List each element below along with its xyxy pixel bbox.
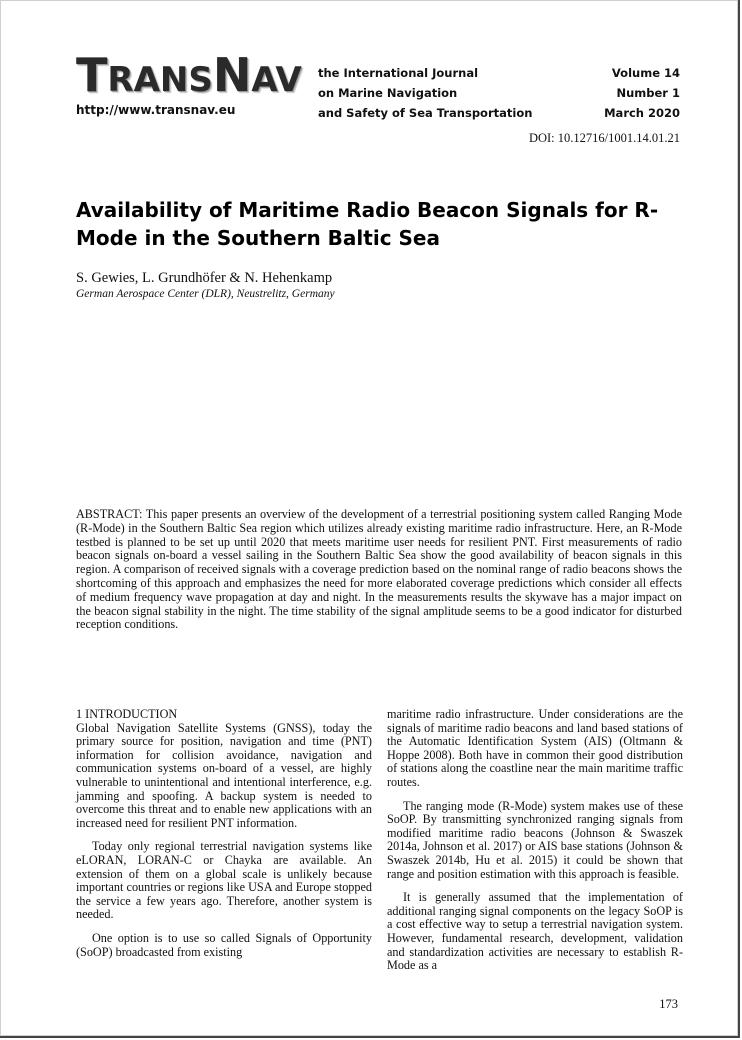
- transnav-logo: [76, 48, 302, 102]
- journal-url[interactable]: http://www.transnav.eu: [76, 103, 236, 117]
- paragraph: Today only regional terrestrial navigation systems like eLORAN, LORAN-C or Chayka are available. An extension of them on a global scale is unlikely because important countries or regions like USA and Europe stopped the service a few years ago. Therefore, another system is needed.: [76, 839, 372, 922]
- left-column: [76, 708, 372, 959]
- right-column: [387, 708, 683, 973]
- logo-letters-rans: RANS: [107, 60, 213, 100]
- issue-info: [604, 63, 680, 123]
- number-label: Number 1: [616, 86, 680, 100]
- paragraph: Global Navigation Satellite Systems (GNSS), today the primary source for position, navigation and time (PNT) information for collision avoidance, navigation and communication systems on-board of a vessel, are highly vulnerable to unintentional and intentional interference, e.g. jamming and spoofing. A backup system is needed to overcome this threat and to enable new applications with an increased need for resilient PNT information.: [76, 720, 372, 830]
- paragraph: One option is to use so called Signals of Opportunity (SoOP) broadcasted from existing: [76, 930, 372, 959]
- journal-name: [318, 63, 532, 123]
- journal-line: and Safety of Sea Transportation: [318, 106, 533, 120]
- date-label: March 2020: [604, 106, 680, 120]
- page-number: 173: [659, 997, 678, 1011]
- article-title: Availability of Maritime Radio Beacon Signals for R-Mode in the Southern Baltic Sea: [76, 198, 659, 250]
- doi: DOI: 10.12716/1001.14.01.21: [528, 131, 680, 145]
- paragraph: maritime radio infrastructure. Under considerations are the signals of maritime radio beacons and land based stations of the Automatic Identification System (AIS) (Oltmann & Hoppe 2008). Both have in common their good distribution of stations along the coastline near the main maritime traffic routes.: [387, 707, 683, 789]
- abstract: ABSTRACT: This paper presents an overview of the development of a terrestrial positioning system called Ranging Mode (R-Mode) in the Southern Baltic Sea region which utilizes already existing maritime radio infrastructure. Here, an R-Mode testbed is planned to be set up until 2020 that meets maritime user needs for resilient PNT. First measurements of radio beacon signals on-board a vessel sailing in the Southern Baltic Sea show the good availability of beacon signals in this region. A comparison of received signals with a coverage prediction based on the nominal range of radio beacons shows the shortcoming of this approach and emphasizes the need for more elaborated coverage predictions which consider all effects of medium frequency wave propagation at day and night. In the measurements results the skywave has a major impact on the beacon signal stability in the night. The time stability of the signal amplitude seems to be a good indicator for disturbed reception conditions.: [76, 507, 682, 632]
- paragraph: The ranging mode (R-Mode) system makes use of these SoOP. By transmitting synchronized ranging signals from modified maritime radio beacons (Johnson & Swaszek 2014a, Johnson et al. 2017) or AIS base stations (Johnson & Swaszek 2014b, Hu et al. 2015) it could be shown that range and position estimation with this approach is feasible.: [387, 798, 683, 881]
- journal-line: the International Journal: [318, 66, 479, 80]
- paragraph: It is generally assumed that the implementation of additional ranging signal components on the legacy SoOP is a cost effective way to setup a terrestrial navigation system. However, fundamental research, development, validation and standardization activities are necessary to establish R-Mode as a: [387, 890, 683, 973]
- volume-label: Volume 14: [611, 66, 680, 80]
- journal-line: on Marine Navigation: [318, 86, 458, 100]
- section-heading: 1 INTRODUCTION: [76, 707, 178, 721]
- logo-letter-t: T: [76, 48, 108, 102]
- affiliation: German Aerospace Center (DLR), Neustrelitz, Germany: [76, 288, 335, 300]
- logo-letters-av: AV: [251, 60, 302, 100]
- logo-letter-n: N: [212, 48, 252, 102]
- authors: S. Gewies, L. Grundhöfer & N. Hehenkamp: [76, 270, 333, 286]
